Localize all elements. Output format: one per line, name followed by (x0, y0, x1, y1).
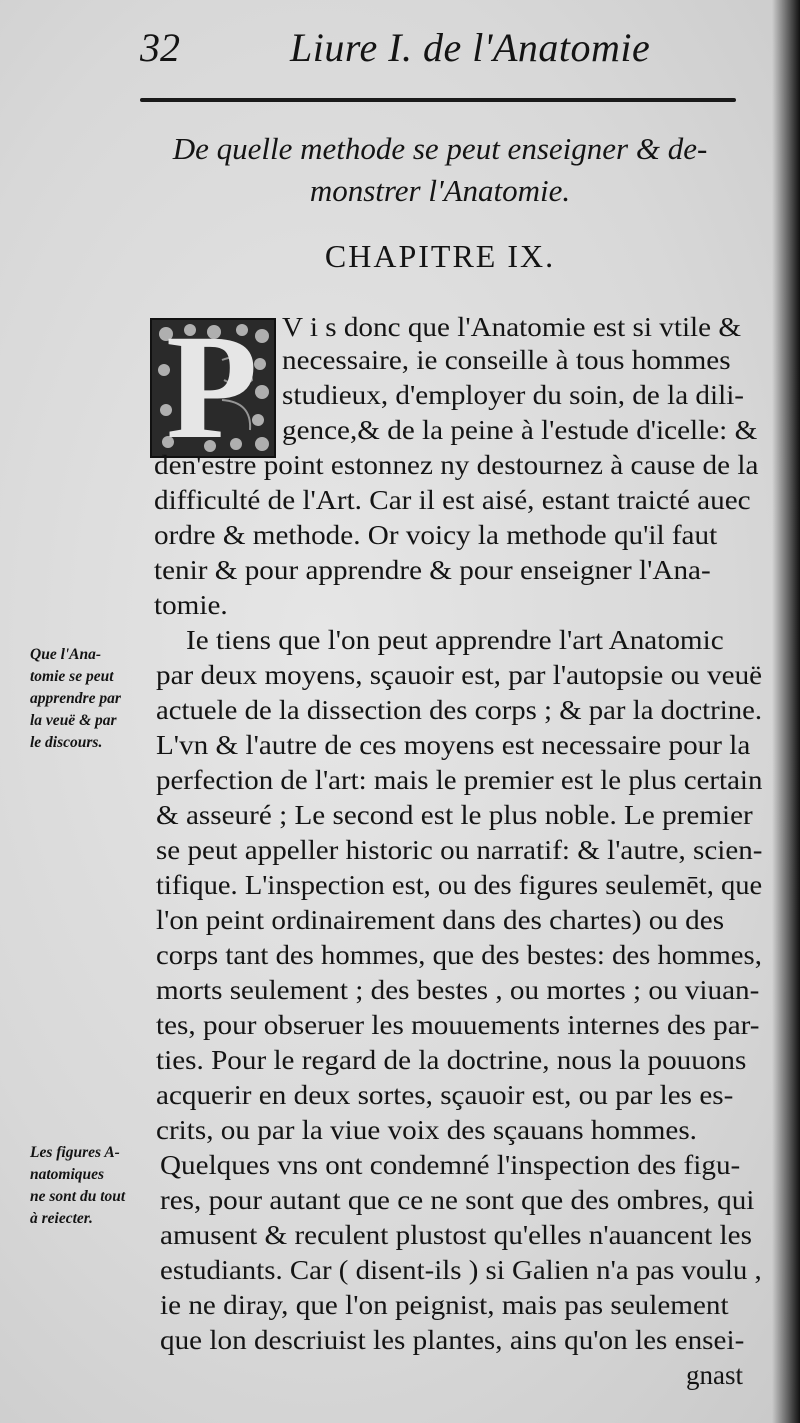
text-line: tomie. (154, 590, 228, 620)
text-line: Quelques vns ont condemné l'inspection des figu- (160, 1150, 741, 1180)
text-line: V i s donc que l'Anatomie est si vtile & (282, 312, 742, 342)
chapter-heading: CHAPITRE IX. (324, 238, 556, 274)
text-line: & asseuré ; Le second est le plus noble. Le premier (156, 800, 753, 830)
text-line: corps tant des hommes, que des bestes: des hommes, (156, 940, 762, 970)
margin-note (30, 1142, 152, 1230)
text-line: studieux, d'employer du soin, de la dili- (282, 380, 745, 410)
page-header (140, 18, 740, 78)
initial-letter: P (166, 318, 258, 458)
margin-note-line: le discours. (30, 734, 103, 751)
text-line: Ie tiens que l'on peut apprendre l'art Anatomic (186, 625, 724, 655)
text-line: par deux moyens, sçauoir est, par l'autopsie ou veuë (156, 660, 763, 690)
header-rule (140, 98, 736, 102)
text-line: ordre & methode. Or voicy la methode qu'il faut (154, 520, 718, 550)
margin-note-line: Les figures A- (30, 1144, 120, 1161)
text-line: ties. Pour le regard de la doctrine, nous la pouuons (156, 1045, 747, 1075)
text-line: crits, ou par la viue voix des sçauans hommes. (156, 1115, 697, 1145)
margin-note-line: apprendre par (30, 690, 121, 707)
text-line: acquerir en deux sortes, sçauoir est, ou par les es- (156, 1080, 734, 1110)
text-line: ie ne diray, que l'on peignist, mais pas seulement (160, 1290, 729, 1320)
text-line: tifique. L'inspection est, ou des figures seulemēt, que (156, 870, 763, 900)
text-line: difficulté de l'Art. Car il est aisé, estant traicté auec (154, 485, 751, 515)
text-line: amusent & reculent plustost qu'elles n'auancent les (160, 1220, 752, 1250)
text-line: perfection de l'art: mais le premier est le plus certain (156, 765, 763, 795)
catchword: gnast (686, 1360, 743, 1390)
text-line: tenir & pour apprendre & pour enseigner l'Ana- (154, 555, 711, 585)
text-line: estudiants. Car ( disent-ils ) si Galien n'a pas voulu , (160, 1255, 762, 1285)
chapter-title (150, 128, 730, 212)
margin-note-line: Que l'Ana- (30, 646, 102, 663)
text-line: l'on peint ordinairement dans des chartes) ou des (156, 905, 725, 935)
chapter-title-line: monstrer l'Anatomie. (309, 173, 571, 208)
running-title: Liure I. de l'Anatomie (290, 25, 651, 70)
chapter-title-line: De quelle methode se peut enseigner & de- (172, 131, 708, 166)
margin-note-line: la veuë & par (30, 712, 117, 729)
text-line: res, pour autant que ce ne sont que des ombres, qui (160, 1185, 755, 1215)
margin-note-line: à reiecter. (30, 1210, 93, 1227)
page-number: 32 (140, 25, 180, 70)
text-line: morts seulement ; des bestes , ou mortes ; ou viuan- (156, 975, 760, 1005)
text-line: L'vn & l'autre de ces moyens est necessaire pour la (156, 730, 751, 760)
margin-note (30, 644, 152, 754)
text-line: gence,& de la peine à l'estude d'icelle: & (282, 415, 758, 445)
margin-note-line: natomiques (30, 1166, 105, 1183)
margin-note-line: ne sont du tout (30, 1188, 126, 1205)
margin-note-line: tomie se peut (30, 668, 114, 685)
text-line: actuele de la dissection des corps ; & par la doctrine. (156, 695, 763, 725)
page-edge-shadow (772, 0, 800, 1423)
text-line: se peut appeller historic ou narratif: & l'autre, scien- (156, 835, 763, 865)
text-line: tes, pour obseruer les mouuements internes des par- (156, 1010, 760, 1040)
text-line: necessaire, ie conseille à tous hommes (282, 345, 731, 375)
decorated-initial (150, 318, 276, 458)
text-line: den'estre point estonnez ny destournez à cause de la (154, 450, 759, 480)
text-line: que lon descriuist les plantes, ains qu'on les ensei- (160, 1325, 745, 1355)
